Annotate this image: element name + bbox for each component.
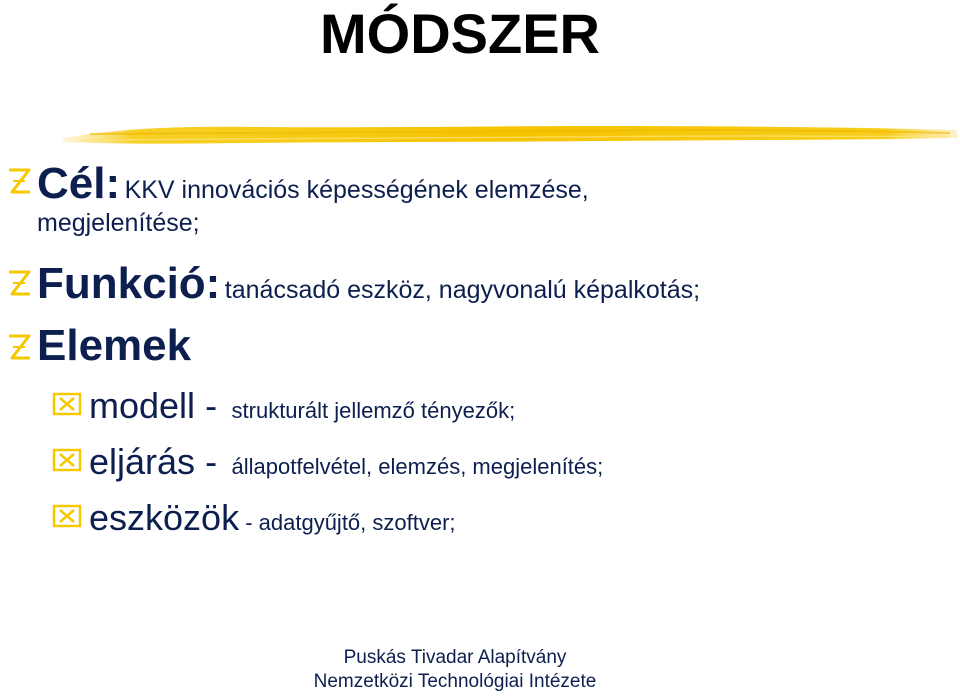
- bullet-cel-text: KKV innovációs képességének elemzése,: [124, 176, 589, 204]
- bullet-elemek-label: Elemek: [37, 321, 192, 370]
- bullet-cel-label: Cél:: [37, 159, 121, 208]
- slide-title: MÓDSZER: [320, 2, 600, 65]
- sub-bullet-eszkozok-text: adatgyűjtő, szoftver;: [258, 510, 456, 535]
- x-box-bullet-icon: [52, 392, 82, 416]
- bullet-elemek: [37, 322, 191, 380]
- sub-bullet-eszkozok-term: eszközök: [89, 497, 240, 538]
- sub-bullet-modell-term: modell: [89, 385, 196, 426]
- sub-bullet-eszkozok-separator: -: [239, 510, 259, 535]
- brush-stroke-divider: [60, 116, 960, 152]
- z-bullet-icon: [6, 268, 32, 298]
- sub-bullet-eljaras-separator: -: [195, 441, 228, 482]
- bullet-funkcio: [37, 260, 700, 318]
- bullet-cel-text-continued: megjelenítése;: [37, 209, 200, 237]
- sub-bullet-eljaras-term: eljárás: [89, 441, 196, 482]
- bullet-funkcio-text: tanácsadó eszköz, nagyvonalú képalkotás;: [224, 276, 701, 304]
- sub-bullet-eljaras: [89, 440, 603, 492]
- z-bullet-icon: [6, 332, 32, 362]
- sub-bullet-modell-separator: -: [195, 385, 228, 426]
- x-box-bullet-icon: [52, 504, 82, 528]
- x-box-bullet-icon: [52, 448, 82, 472]
- sub-bullet-eljaras-text: állapotfelvétel, elemzés, megjelenítés;: [231, 454, 604, 479]
- footer-organization-line2: Nemzetközi Technológiai Intézete: [313, 671, 597, 692]
- z-bullet-icon: [6, 166, 32, 196]
- footer-organization-line1: Puskás Tivadar Alapítvány: [343, 647, 567, 668]
- sub-bullet-modell-text: strukturált jellemző tényezők;: [231, 398, 516, 423]
- bullet-funkcio-label: Funkció:: [37, 259, 221, 308]
- sub-bullet-modell: [89, 384, 515, 436]
- sub-bullet-eszkozok: [89, 496, 456, 548]
